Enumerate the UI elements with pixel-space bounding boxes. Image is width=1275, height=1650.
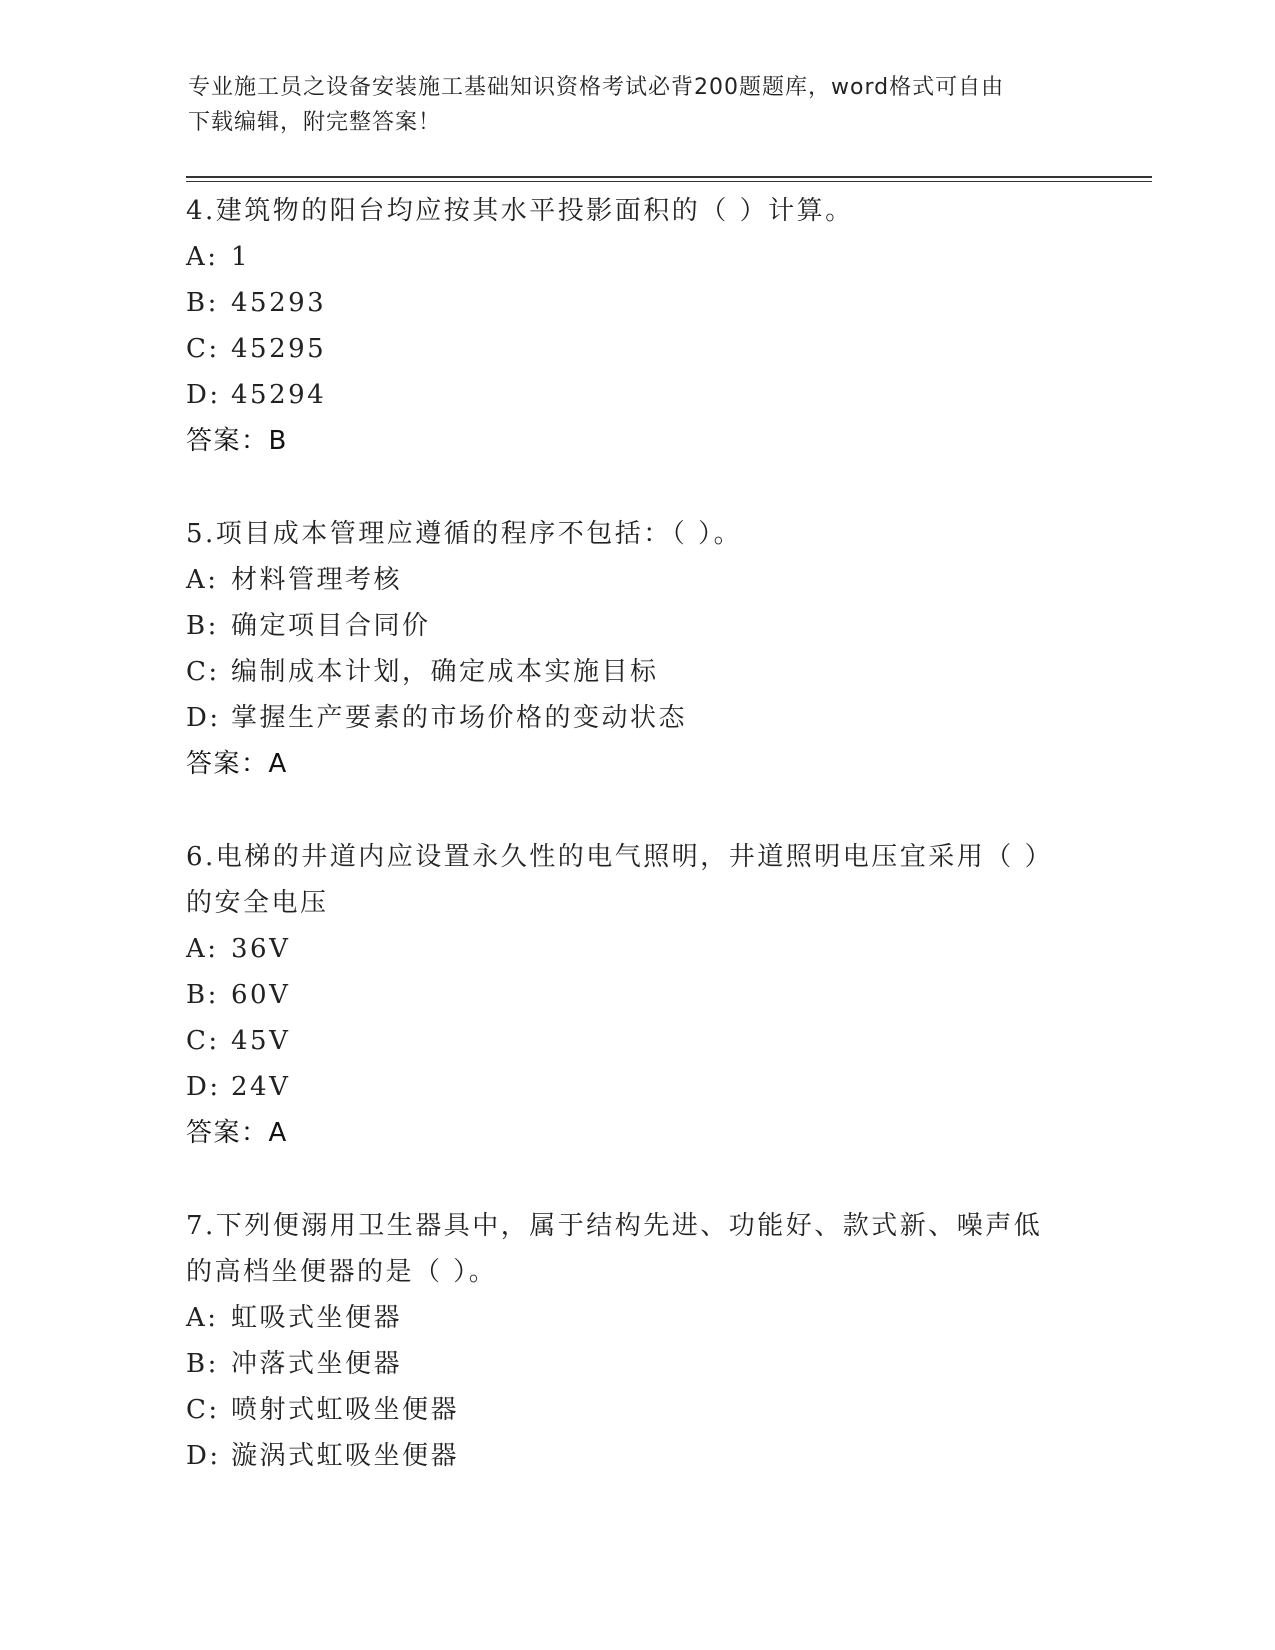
question-text-line-1: 7.下列便溺用卫生器具中，属于结构先进、功能好、款式新、噪声低 xyxy=(186,1211,1043,1241)
option-value: 60V xyxy=(231,980,291,1010)
question-text-line-2: 的高档坐便器的是（ ）。 xyxy=(186,1257,498,1287)
option-d xyxy=(186,372,1086,418)
option-a xyxy=(186,926,1086,972)
option-value: 45294 xyxy=(231,380,327,410)
option-key: D: xyxy=(186,703,221,733)
option-key: A: xyxy=(186,565,219,595)
option-value: 编制成本计划，确定成本实施目标 xyxy=(231,657,659,687)
question-list xyxy=(186,188,1086,1526)
option-key: C: xyxy=(186,657,220,687)
option-c xyxy=(186,326,1086,372)
option-a xyxy=(186,234,1086,280)
option-value: 1 xyxy=(231,242,251,272)
option-value: 材料管理考核 xyxy=(231,565,403,595)
question-item xyxy=(186,188,1086,464)
option-key: B: xyxy=(186,288,219,318)
question-item xyxy=(186,511,1086,787)
header-line-2: 下载编辑，附完整答案！ xyxy=(188,110,442,135)
option-value: 喷射式虹吸坐便器 xyxy=(231,1395,460,1425)
option-value: 24V xyxy=(231,1072,291,1102)
option-d xyxy=(186,1064,1086,1110)
option-value: 45295 xyxy=(231,334,327,364)
option-key: D: xyxy=(186,1072,221,1102)
option-key: A: xyxy=(186,1303,219,1333)
option-d xyxy=(186,1433,1086,1479)
option-key: D: xyxy=(186,1441,221,1471)
option-c xyxy=(186,1018,1086,1064)
document-header xyxy=(188,70,1088,140)
question-item xyxy=(186,1203,1086,1479)
option-value: 冲落式坐便器 xyxy=(231,1349,403,1379)
option-value: 36V xyxy=(231,934,291,964)
question-text: 5.项目成本管理应遵循的程序不包括：（ ）。 xyxy=(186,519,743,549)
option-key: B: xyxy=(186,980,219,1010)
option-b xyxy=(186,603,1086,649)
option-key: C: xyxy=(186,1026,220,1056)
option-value: 确定项目合同价 xyxy=(231,611,431,641)
answer-text: 答案：B xyxy=(186,426,288,456)
option-b xyxy=(186,1341,1086,1387)
option-c xyxy=(186,1387,1086,1433)
option-key: A: xyxy=(186,242,219,272)
option-b xyxy=(186,280,1086,326)
question-item xyxy=(186,834,1086,1156)
option-value: 掌握生产要素的市场价格的变动状态 xyxy=(231,703,688,733)
option-key: C: xyxy=(186,1395,220,1425)
option-a xyxy=(186,1295,1086,1341)
header-line-1: 专业施工员之设备安装施工基础知识资格考试必背200题题库，word格式可自由 xyxy=(188,75,1005,100)
header-divider xyxy=(186,176,1152,182)
answer-text: 答案：A xyxy=(186,1118,288,1148)
option-key: B: xyxy=(186,1349,219,1379)
option-c xyxy=(186,649,1086,695)
question-text-line-2: 的安全电压 xyxy=(186,888,329,918)
option-key: C: xyxy=(186,334,220,364)
option-a xyxy=(186,557,1086,603)
option-value: 虹吸式坐便器 xyxy=(231,1303,403,1333)
option-value: 漩涡式虹吸坐便器 xyxy=(231,1441,460,1471)
option-value: 45293 xyxy=(231,288,327,318)
option-b xyxy=(186,972,1086,1018)
answer-text: 答案：A xyxy=(186,749,288,779)
option-key: A: xyxy=(186,934,219,964)
option-key: D: xyxy=(186,380,221,410)
question-text-line-1: 6.电梯的井道内应设置永久性的电气照明，井道照明电压宜采用（ ） xyxy=(186,842,1054,872)
option-key: B: xyxy=(186,611,219,641)
option-value: 45V xyxy=(231,1026,291,1056)
question-text: 4.建筑物的阳台均应按其水平投影面积的（ ）计算。 xyxy=(186,196,854,226)
option-d xyxy=(186,695,1086,741)
